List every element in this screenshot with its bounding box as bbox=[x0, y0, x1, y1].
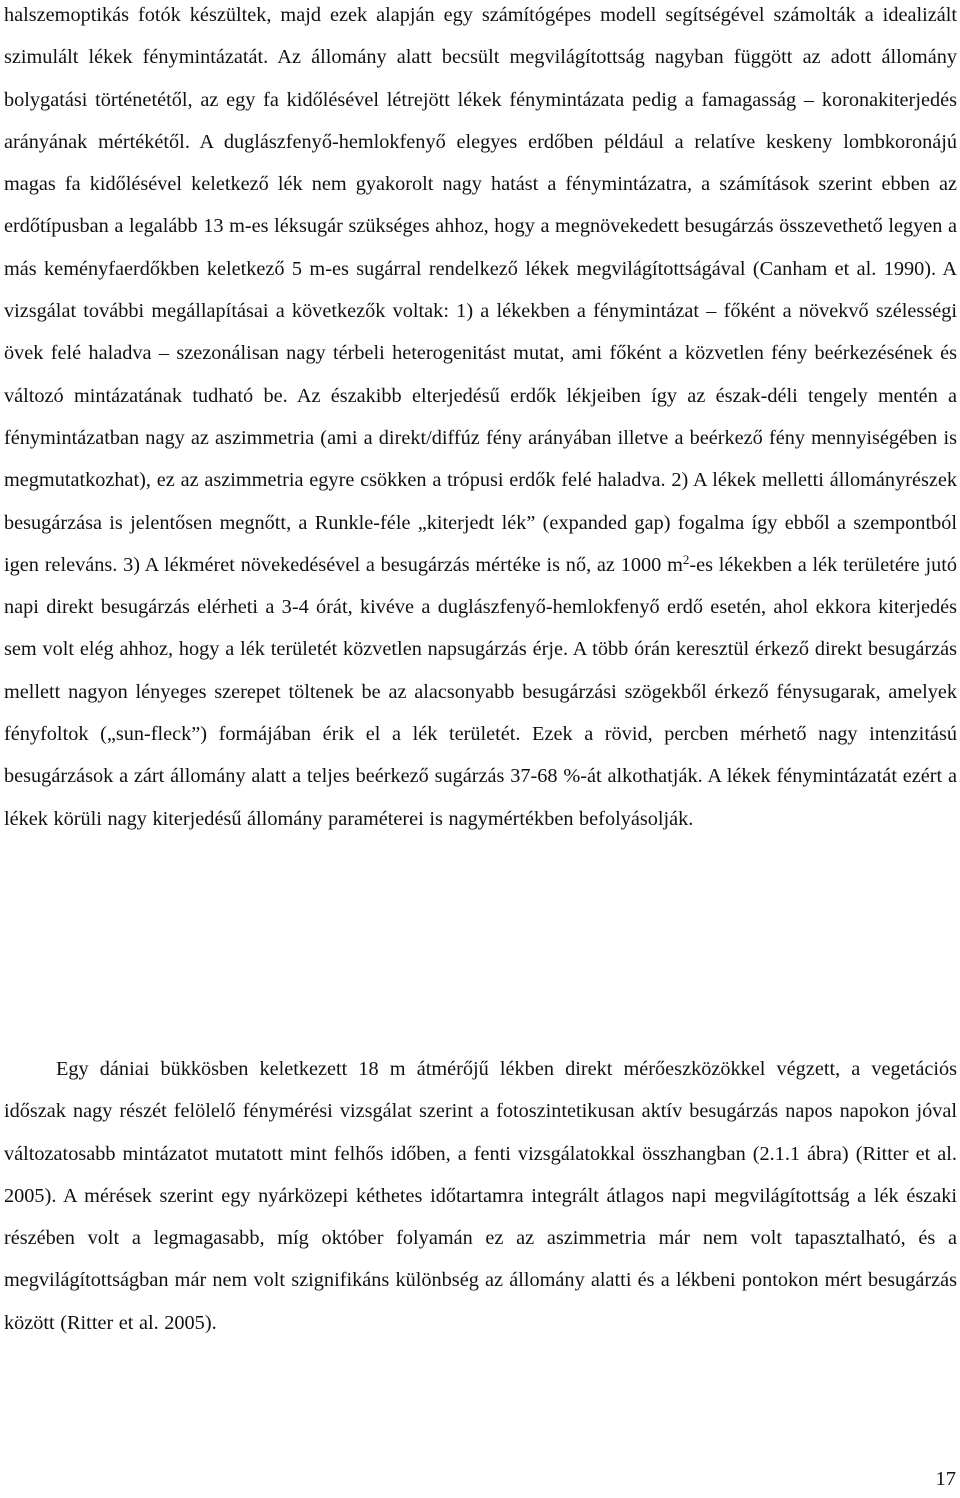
body-paragraph-2 bbox=[4, 1048, 957, 1344]
body-paragraph-1 bbox=[4, 0, 957, 840]
paragraph-2-text: Egy dániai bükkösben keletkezett 18 m átmérőjű lékben direkt mérőeszközökkel végzett, a vegetációs időszak nagy részét felölelő fénymérési vizsgálat szerint a fotoszintetikusan aktív besugárzás napos napokon jóval változatosabb mintázatot mutatott mint felhős időben, a fenti vizsgálatokkal összhangban (2.1.1 ábra) (Ritter et al. 2005). A mérések szerint egy nyárközepi kéthetes időtartamra integrált átlagos napi megvilágítottság a lék északi részében volt a legmagasabb, míg október folyamán ez az aszimmetria már nem volt tapasztalható, és a megvilágítottságban már nem volt szignifikáns különbség az állomány alatti és a lékbeni pontokon mért besugárzás között (Ritter et al. 2005). bbox=[4, 1058, 957, 1334]
page-number: 17 bbox=[935, 1468, 956, 1490]
paragraph-1-text-a: halszemoptikás fotók készültek, majd ezek alapján egy számítógépes modell segítségével számolták a idealizált szimulált lékek fénymintázatát. Az állomány alatt becsült megvilágítottság nagyban függött az adott állomány bolygatási történetétől, az egy fa kidőlésével létrejött lékek fénymintázata pedig a famagasság – koronakiterjedés arányának mértékétől. A duglászfenyő-hemlokfenyő elegyes erdőben például a relatíve keskeny lombkoronájú magas fa kidőlésével keletkező lék nem gyakorolt nagy hatást a fénymintázatra, a számítások szerint ebben az erdőtípusban a legalább 13 m-es léksugár szükséges ahhoz, hogy a megnövekedett besugárzás összevethető legyen a más keményfaerdőkben keletkező 5 m-es sugárral rendelkező lékek megvilágítottságával (Canham et al. 1990). A vizsgálat további megállapításai a következők voltak: 1) a lékekben a fénymintázat – főként a növekvő szélességi övek felé haladva – szezonálisan nagy térbeli heterogenitást mutat, ami főként a közvetlen fény beérkezésének és változó mintázatának tudható be. Az északibb elterjedésű erdők lékjeiben így az észak-déli tengely mentén a fénymintázatban nagy az aszimmetria (ami a direkt/diffúz fény arányában illetve a beérkező fény mennyiségében is megmutatkozhat), ez az aszimmetria egyre csökken a trópusi erdők felé haladva. 2) A lékek melletti állományrészek besugárzása is jelentősen megnőtt, a Runkle-féle „kiterjedt lék” (expanded gap) fogalma így ebből a szempontból igen releváns. 3) A lékméret növekedésével a besugárzás mértéke is nő, az 1000 m bbox=[4, 4, 957, 576]
superscript-exponent: 2 bbox=[682, 551, 690, 567]
paragraph-1-text-b: -es lékekben a lék területére jutó napi direkt besugárzás elérheti a 3-4 órát, kivéve a duglászfenyő-hemlokfenyő erdő esetén, ahol ekkora kiterjedés sem volt elég ahhoz, hogy a lék területét közvetlen napsugárzás érje. A több órán keresztül érkező direkt besugárzás mellett nagyon lényeges szerepet töltenek be az alacsonyabb besugárzási szögekből érkező fénysugarak, amelyek fényfoltok („sun-fleck”) formájában érik el a lék területét. Ezek a rövid, percben mérhető nagy intenzitású besugárzások a zárt állomány alatt a teljes beérkező sugárzás 37-68 %-át alkothatják. A lékek fénymintázatát ezért a lékek körüli nagy kiterjedésű állomány paraméterei is nagymértékben befolyásolják. bbox=[4, 553, 957, 830]
